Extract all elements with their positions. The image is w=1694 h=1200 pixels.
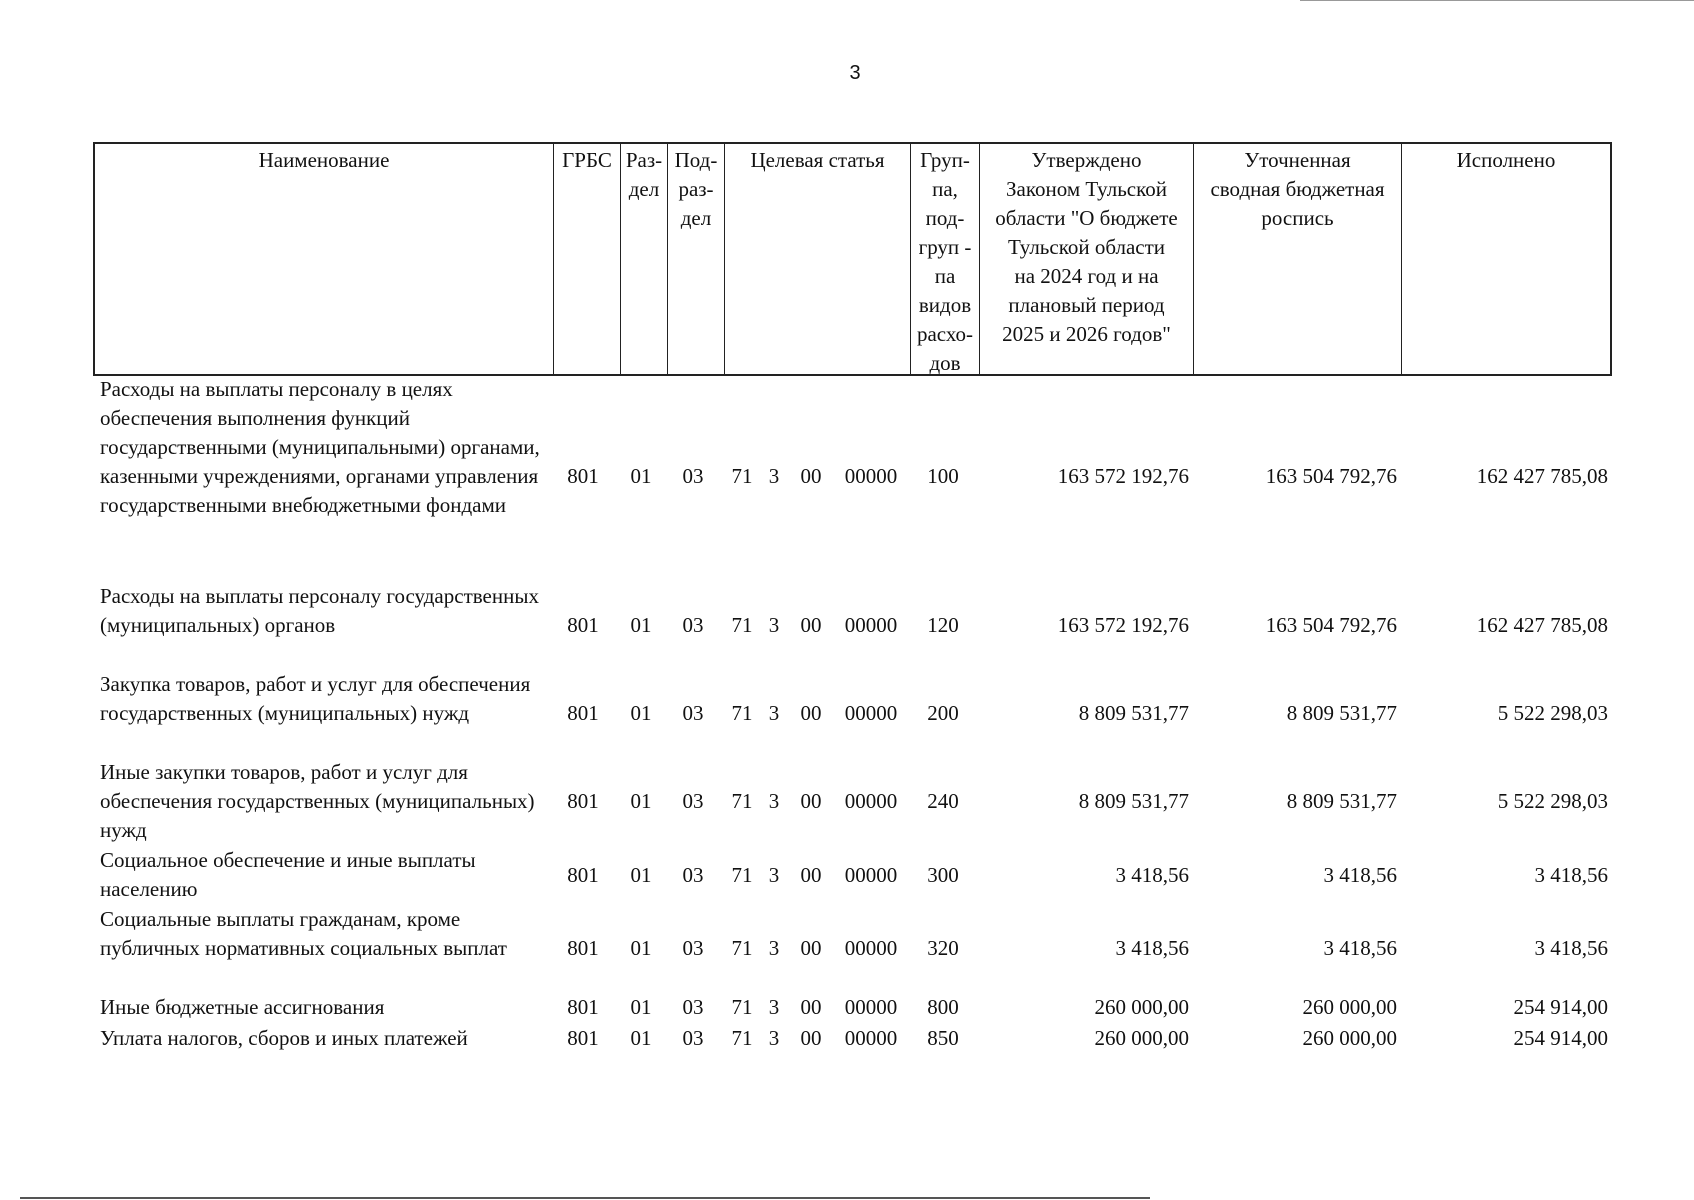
row-target-1: 71 [731, 995, 753, 1019]
row-refined: 163 504 792,76 [1265, 464, 1397, 488]
row-group: 850 [927, 1026, 959, 1050]
row-target-3: 00 [800, 995, 822, 1019]
row-name: Расходы на выплаты персоналу в целях обеспечения выполнения функций государственными (муниципальными) органами, казенными учреждениями, органами управления государственными внебюджетными фондами [100, 377, 540, 517]
row-executed: 254 914,00 [1513, 1026, 1608, 1050]
header-executed: Исполнено [1456, 148, 1556, 172]
row-target-4: 00000 [844, 701, 898, 725]
row-target-2: 3 [768, 613, 780, 637]
row-razdel: 01 [630, 464, 652, 488]
header-refined: Уточненная сводная бюджетная роспись [1194, 144, 1402, 374]
row-name: Социальное обеспечение и иные выплаты населению [100, 848, 476, 901]
row-executed: 5 522 298,03 [1497, 701, 1608, 725]
row-target-4: 00000 [844, 613, 898, 637]
table-header [93, 142, 1612, 376]
row-approved: 260 000,00 [1094, 1026, 1189, 1050]
row-group: 800 [927, 995, 959, 1019]
row-podrazdel: 03 [682, 863, 704, 887]
row-podrazdel: 03 [682, 936, 704, 960]
row-target-4: 00000 [844, 1026, 898, 1050]
row-razdel: 01 [630, 1026, 652, 1050]
bottom-rule [20, 1197, 1150, 1199]
row-name: Иные закупки товаров, работ и услуг для обеспечения государственных (муниципальных) нужд [100, 760, 535, 842]
row-target-3: 00 [800, 464, 822, 488]
row-target-1: 71 [731, 936, 753, 960]
row-target-1: 71 [731, 464, 753, 488]
row-target-2: 3 [768, 464, 780, 488]
row-group: 100 [927, 464, 959, 488]
row-executed: 254 914,00 [1513, 995, 1608, 1019]
row-target-2: 3 [768, 701, 780, 725]
row-target-4: 00000 [844, 995, 898, 1019]
row-approved: 8 809 531,77 [1078, 789, 1189, 813]
row-target-1: 71 [731, 1026, 753, 1050]
row-podrazdel: 03 [682, 464, 704, 488]
row-grbs: 801 [567, 789, 599, 813]
row-group: 200 [927, 701, 959, 725]
row-grbs: 801 [567, 464, 599, 488]
header-group: Груп- па, под- груп - па видов расхо- дов [911, 144, 980, 374]
row-target-3: 00 [800, 936, 822, 960]
row-group: 240 [927, 789, 959, 813]
row-approved: 163 572 192,76 [1057, 464, 1189, 488]
row-refined: 8 809 531,77 [1286, 789, 1397, 813]
row-razdel: 01 [630, 701, 652, 725]
row-target-1: 71 [731, 701, 753, 725]
row-target-4: 00000 [844, 789, 898, 813]
row-target-2: 3 [768, 995, 780, 1019]
row-executed: 162 427 785,08 [1476, 464, 1608, 488]
row-grbs: 801 [567, 863, 599, 887]
row-razdel: 01 [630, 863, 652, 887]
row-executed: 5 522 298,03 [1497, 789, 1608, 813]
row-podrazdel: 03 [682, 995, 704, 1019]
header-podrazdel: Под- раз- дел [668, 144, 725, 374]
page-number: 3 [849, 62, 861, 84]
row-approved: 3 418,56 [1115, 863, 1189, 887]
row-approved: 260 000,00 [1094, 995, 1189, 1019]
row-podrazdel: 03 [682, 1026, 704, 1050]
row-target-3: 00 [800, 1026, 822, 1050]
row-target-2: 3 [768, 789, 780, 813]
header-razdel: Раз- дел [621, 144, 668, 374]
row-grbs: 801 [567, 613, 599, 637]
top-rule [1300, 0, 1694, 1]
row-target-2: 3 [768, 1026, 780, 1050]
row-razdel: 01 [630, 936, 652, 960]
row-grbs: 801 [567, 701, 599, 725]
row-refined: 163 504 792,76 [1265, 613, 1397, 637]
row-grbs: 801 [567, 1026, 599, 1050]
row-refined: 3 418,56 [1323, 936, 1397, 960]
row-target-4: 00000 [844, 863, 898, 887]
row-name: Социальные выплаты гражданам, кроме публичных нормативных социальных выплат [100, 907, 507, 960]
row-name: Расходы на выплаты персоналу государственных (муниципальных) органов [100, 584, 539, 637]
row-target-1: 71 [731, 863, 753, 887]
row-target-3: 00 [800, 613, 822, 637]
row-executed: 3 418,56 [1534, 936, 1608, 960]
row-target-3: 00 [800, 863, 822, 887]
row-grbs: 801 [567, 995, 599, 1019]
header-target: Целевая статья [725, 144, 911, 374]
row-group: 300 [927, 863, 959, 887]
row-name: Уплата налогов, сборов и иных платежей [100, 1026, 468, 1050]
row-target-4: 00000 [844, 464, 898, 488]
row-grbs: 801 [567, 936, 599, 960]
row-razdel: 01 [630, 613, 652, 637]
row-refined: 8 809 531,77 [1286, 701, 1397, 725]
row-group: 320 [927, 936, 959, 960]
row-podrazdel: 03 [682, 613, 704, 637]
header-grbs: ГРБС [554, 144, 621, 374]
row-approved: 163 572 192,76 [1057, 613, 1189, 637]
row-razdel: 01 [630, 995, 652, 1019]
row-target-3: 00 [800, 701, 822, 725]
row-target-3: 00 [800, 789, 822, 813]
row-approved: 3 418,56 [1115, 936, 1189, 960]
row-approved: 8 809 531,77 [1078, 701, 1189, 725]
row-podrazdel: 03 [682, 789, 704, 813]
row-group: 120 [927, 613, 959, 637]
row-target-1: 71 [731, 789, 753, 813]
row-target-2: 3 [768, 936, 780, 960]
row-target-4: 00000 [844, 936, 898, 960]
row-name: Закупка товаров, работ и услуг для обеспечения государственных (муниципальных) нужд [100, 672, 531, 725]
row-executed: 162 427 785,08 [1476, 613, 1608, 637]
row-name: Иные бюджетные ассигнования [100, 995, 385, 1019]
row-executed: 3 418,56 [1534, 863, 1608, 887]
row-target-2: 3 [768, 863, 780, 887]
header-approved: Утверждено Законом Тульской области "О бюджете Тульской области на 2024 год и на плановый период 2025 и 2026 годов" [980, 144, 1194, 374]
row-razdel: 01 [630, 789, 652, 813]
row-target-1: 71 [731, 613, 753, 637]
row-podrazdel: 03 [682, 701, 704, 725]
row-refined: 3 418,56 [1323, 863, 1397, 887]
header-name: Наименование [95, 144, 554, 374]
row-refined: 260 000,00 [1302, 1026, 1397, 1050]
row-refined: 260 000,00 [1302, 995, 1397, 1019]
